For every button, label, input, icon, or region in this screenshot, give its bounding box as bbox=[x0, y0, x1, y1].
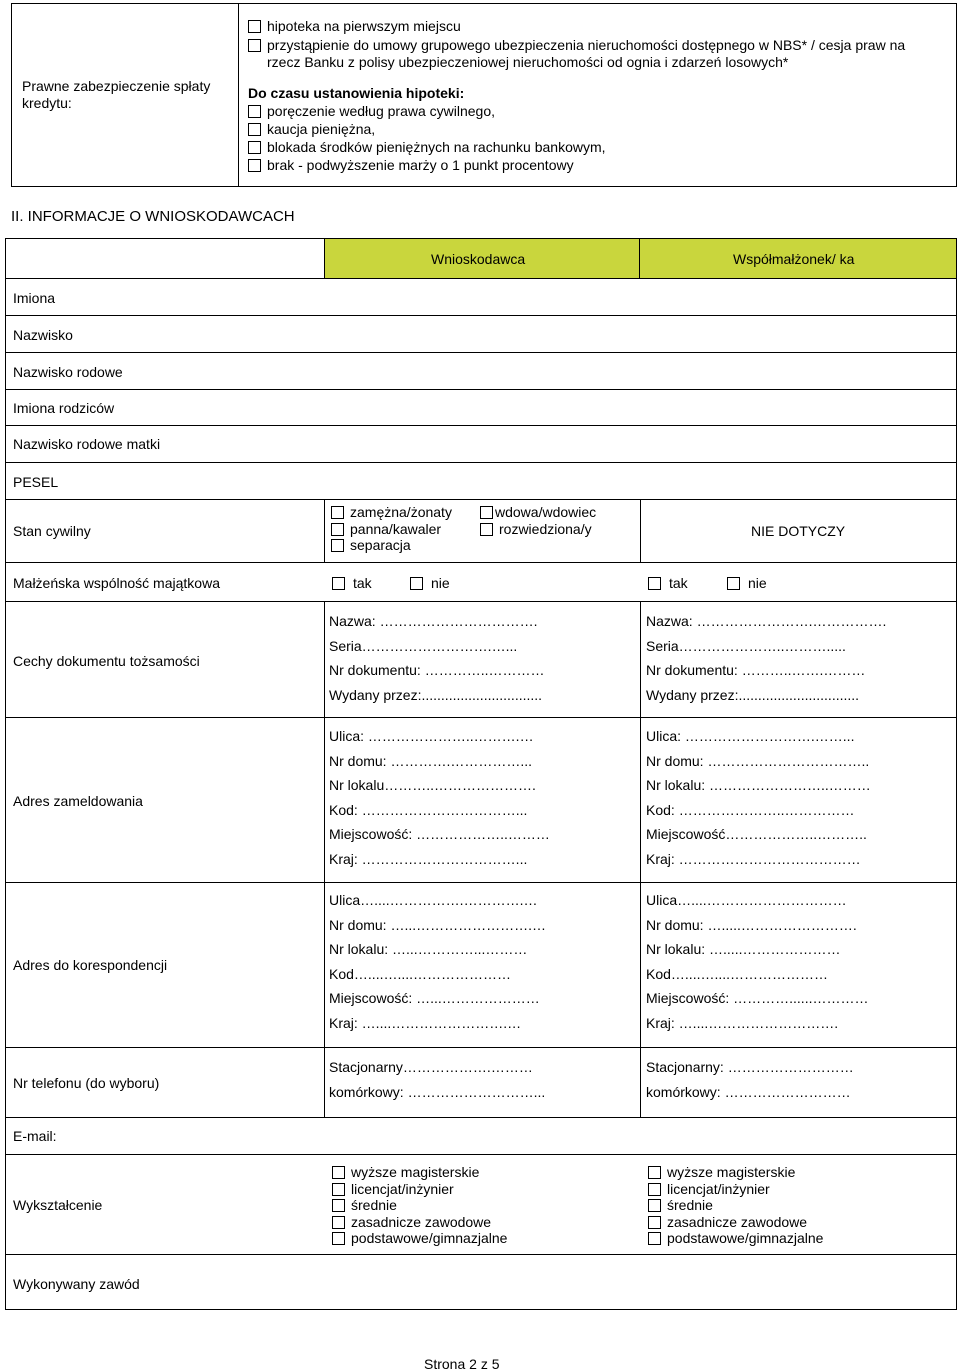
checkbox[interactable] bbox=[331, 506, 344, 519]
page-number: Strona 2 z 5 bbox=[424, 1356, 500, 1372]
spouse-correspondence bbox=[646, 888, 868, 1035]
checkbox[interactable] bbox=[248, 123, 261, 136]
row-label: Nazwisko rodowe bbox=[13, 364, 123, 380]
checkbox[interactable] bbox=[480, 523, 493, 536]
option-divorced[interactable]: rozwiedziona/y bbox=[480, 521, 596, 538]
option-vocational[interactable]: zasadnicze zawodowe bbox=[332, 1214, 507, 1231]
city-field[interactable]: Miejscowość: ………………..……… bbox=[329, 826, 550, 842]
checkbox[interactable] bbox=[332, 1199, 345, 1212]
row-label: Cechy dokumentu tożsamości bbox=[13, 653, 200, 669]
postal-code-field[interactable]: Kod…....…....………………… bbox=[329, 965, 512, 982]
checkbox[interactable] bbox=[331, 539, 344, 552]
checkbox[interactable] bbox=[331, 523, 344, 536]
house-number-field[interactable]: Nr domu: ….....……………………. bbox=[646, 916, 857, 933]
row-zawod bbox=[5, 1254, 957, 1310]
checkbox[interactable] bbox=[248, 39, 261, 52]
row-imiona bbox=[5, 278, 957, 316]
postal-code-field[interactable]: Kod: ……………………………... bbox=[329, 801, 528, 818]
applicant-header: Wnioskodawca bbox=[431, 251, 526, 267]
row-cechy bbox=[5, 601, 957, 718]
spouse-id-doc bbox=[646, 609, 886, 707]
row-imiona-rodzicow bbox=[5, 389, 957, 426]
id-number-field[interactable]: Nr dokumentu: ………..…….……… bbox=[646, 662, 866, 678]
option-mortgage[interactable]: hipoteka na pierwszym miejscu bbox=[248, 18, 946, 35]
landline-field[interactable]: Stacjonarny……………….……… bbox=[329, 1059, 533, 1075]
option-separation[interactable]: separacja bbox=[331, 537, 452, 554]
row-adres-korespondencji bbox=[5, 882, 957, 1048]
row-label: Adres zameldowania bbox=[13, 793, 143, 809]
id-name-field[interactable]: Nazwa: ……………………………. bbox=[329, 613, 538, 629]
row-nazwisko-rodowe-matki bbox=[5, 425, 957, 463]
checkbox[interactable] bbox=[648, 1216, 661, 1229]
landline-field[interactable]: Stacjonarny: ……………………… bbox=[646, 1059, 854, 1075]
option-margin[interactable]: brak - podwyższenie marży o 1 punkt procentowy bbox=[248, 157, 946, 174]
checkbox[interactable] bbox=[332, 1216, 345, 1229]
apartment-field[interactable]: Nr lokalu: …...…………...……… bbox=[329, 941, 528, 957]
option-primary[interactable]: podstawowe/gimnazjalne bbox=[648, 1230, 823, 1247]
option-bachelor[interactable]: licencjat/inżynier bbox=[648, 1181, 823, 1198]
row-stan-cywilny bbox=[5, 499, 957, 563]
city-field[interactable]: Miejscowość: …...………………… bbox=[329, 990, 540, 1006]
row-label: Imiona rodziców bbox=[13, 400, 115, 416]
marital-col2 bbox=[480, 504, 596, 537]
country-field[interactable]: Kraj: ……………………………... bbox=[329, 850, 528, 867]
id-number-field[interactable]: Nr dokumentu: …………..………… bbox=[329, 662, 545, 678]
row-label: Stan cywilny bbox=[13, 523, 91, 539]
street-field[interactable]: Ulica: ……………………….……... bbox=[646, 728, 855, 744]
country-field[interactable]: Kraj: …....…………………….… bbox=[329, 1014, 522, 1031]
option-deposit[interactable]: kaucja pieniężna, bbox=[248, 121, 946, 138]
spouse-property-yes[interactable]: tak bbox=[648, 575, 688, 591]
apartment-field[interactable]: Nr lokalu………..…………………. bbox=[329, 777, 536, 793]
checkbox[interactable] bbox=[248, 141, 261, 154]
interim-heading: Do czasu ustanowienia hipoteki: bbox=[248, 85, 465, 101]
row-adres-zameldowania bbox=[5, 717, 957, 883]
row-telefon bbox=[5, 1047, 957, 1118]
row-email bbox=[5, 1117, 957, 1155]
id-series-field[interactable]: Seria……………………….…... bbox=[329, 637, 518, 654]
row-label: Adres do korespondencji bbox=[13, 957, 168, 973]
row-label: PESEL bbox=[13, 474, 59, 490]
country-field[interactable]: Kraj: …....………………………. bbox=[646, 1014, 839, 1031]
city-field[interactable]: Miejscowość………………..……….. bbox=[646, 826, 867, 842]
apartment-field[interactable]: Nr lokalu: ……………………..……… bbox=[646, 777, 871, 793]
checkbox[interactable] bbox=[648, 1199, 661, 1212]
option-masters[interactable]: wyższe magisterskie bbox=[648, 1164, 823, 1181]
checkbox[interactable] bbox=[648, 1183, 661, 1196]
row-label: Nazwisko rodowe matki bbox=[13, 436, 161, 452]
marital-col1 bbox=[331, 504, 452, 554]
spouse-education bbox=[648, 1164, 823, 1247]
row-nazwisko bbox=[5, 315, 957, 353]
checkbox[interactable] bbox=[332, 1183, 345, 1196]
checkbox[interactable] bbox=[480, 506, 493, 519]
applicant-phone bbox=[329, 1055, 545, 1104]
checkbox[interactable] bbox=[648, 1232, 661, 1245]
row-label: Wykształcenie bbox=[13, 1197, 103, 1213]
option-vocational[interactable]: zasadnicze zawodowe bbox=[648, 1214, 823, 1231]
postal-code-field[interactable]: Kod: …………………..…………… bbox=[646, 801, 855, 818]
apartment-field[interactable]: Nr lokalu: ….....………………… bbox=[646, 941, 841, 957]
section-title: II. INFORMACJE O WNIOSKODAWCACH bbox=[11, 208, 295, 225]
spouse-property-no[interactable]: nie bbox=[727, 575, 767, 591]
applicant-correspondence bbox=[329, 888, 546, 1035]
applicant-id-doc bbox=[329, 609, 545, 707]
id-issuer-field[interactable]: Wydany przez:............................... bbox=[646, 686, 860, 703]
option-insurance[interactable]: przystąpienie do umowy grupowego ubezpieczenia nieruchomości dostępnego w NBS* / cesja praw na rzecz Banku z polisy ubezpieczeniowej nieruchomości od ognia i zdarzeń losowych* bbox=[248, 37, 946, 71]
city-field[interactable]: Miejscowość: …………......………… bbox=[646, 990, 869, 1006]
legal-security-label: Prawne zabezpieczenie spłaty kredytu: bbox=[22, 78, 211, 111]
option-secondary[interactable]: średnie bbox=[332, 1197, 507, 1214]
checkbox[interactable] bbox=[248, 20, 261, 33]
checkbox[interactable] bbox=[648, 1166, 661, 1179]
checkbox[interactable] bbox=[727, 577, 740, 590]
row-nazwisko-rodowe bbox=[5, 352, 957, 390]
mobile-field[interactable]: komórkowy: ………………………... bbox=[329, 1083, 546, 1100]
country-field[interactable]: Kraj: ………………………………… bbox=[646, 850, 861, 867]
option-secondary[interactable]: średnie bbox=[648, 1197, 823, 1214]
applicant-property-yes[interactable]: tak bbox=[332, 575, 372, 591]
applicant-residence bbox=[329, 724, 550, 871]
mobile-field[interactable]: komórkowy: ……………………… bbox=[646, 1083, 851, 1100]
row-malzenska bbox=[5, 562, 957, 602]
legal-security-options bbox=[248, 18, 946, 174]
legal-security-table bbox=[11, 3, 957, 187]
checkbox[interactable] bbox=[248, 105, 261, 118]
postal-code-field[interactable]: Kod…....…....………………… bbox=[646, 965, 829, 982]
option-masters[interactable]: wyższe magisterskie bbox=[332, 1164, 507, 1181]
checkbox[interactable] bbox=[332, 1166, 345, 1179]
applicants-header bbox=[5, 238, 957, 279]
house-number-field[interactable]: Nr domu: ………….……………... bbox=[329, 752, 533, 769]
applicant-education bbox=[332, 1164, 507, 1247]
row-label: Nr telefonu (do wyboru) bbox=[13, 1075, 160, 1091]
option-single[interactable]: panna/kawaler bbox=[331, 521, 452, 538]
row-label: Nazwisko bbox=[13, 327, 73, 343]
house-number-field[interactable]: Nr domu: …………………………….. bbox=[646, 752, 870, 769]
applicant-property-no[interactable]: nie bbox=[410, 575, 450, 591]
house-number-field[interactable]: Nr domu: …...…………………….… bbox=[329, 916, 547, 933]
option-bachelor[interactable]: licencjat/inżynier bbox=[332, 1181, 507, 1198]
option-widow[interactable]: wdowa/wdowiec bbox=[480, 504, 596, 521]
row-pesel bbox=[5, 462, 957, 500]
id-name-field[interactable]: Nazwa: …………………….……………. bbox=[646, 613, 887, 629]
street-field[interactable]: Ulica: …………………..……….… bbox=[329, 728, 534, 744]
option-primary[interactable]: podstawowe/gimnazjalne bbox=[332, 1230, 507, 1247]
checkbox[interactable] bbox=[248, 159, 261, 172]
street-field[interactable]: Ulica…....………………………… bbox=[646, 892, 847, 908]
row-wyksztalcenie bbox=[5, 1154, 957, 1255]
spouse-header: Współmałżonek/ ka bbox=[733, 251, 855, 267]
option-blockade[interactable]: blokada środków pieniężnych na rachunku bankowym, bbox=[248, 139, 946, 156]
spouse-marital-value: NIE DOTYCZY bbox=[751, 523, 846, 539]
row-label: E-mail: bbox=[13, 1128, 57, 1144]
row-label: Wykonywany zawód bbox=[13, 1276, 140, 1292]
spouse-residence bbox=[646, 724, 871, 871]
row-label: Imiona bbox=[13, 290, 56, 306]
row-label: Małżeńska wspólność majątkowa bbox=[13, 575, 220, 591]
checkbox[interactable] bbox=[332, 577, 345, 590]
option-guarantee[interactable]: poręczenie według prawa cywilnego, bbox=[248, 103, 946, 120]
checkbox[interactable] bbox=[648, 577, 661, 590]
spouse-phone bbox=[646, 1055, 854, 1104]
legal-security-label-cell bbox=[12, 4, 239, 186]
checkbox[interactable] bbox=[410, 577, 423, 590]
street-field[interactable]: Ulica…....…………….………….… bbox=[329, 892, 538, 908]
option-married[interactable]: zamężna/żonaty bbox=[331, 504, 452, 521]
checkbox[interactable] bbox=[332, 1232, 345, 1245]
id-issuer-field[interactable]: Wydany przez:............................... bbox=[329, 686, 543, 703]
id-series-field[interactable]: Seria…………………..………..... bbox=[646, 637, 846, 654]
